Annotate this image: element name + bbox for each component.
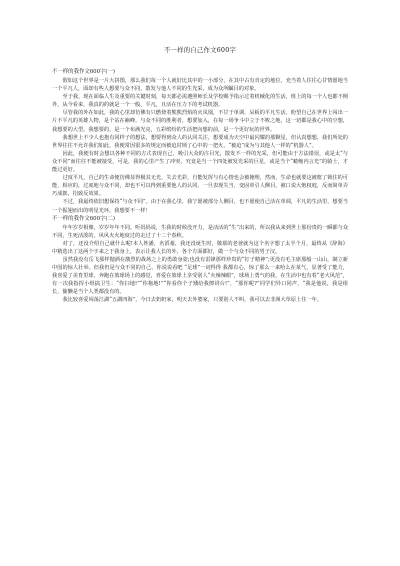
section-heading: 不一样的我作文600字(一) [52, 69, 116, 75]
paragraph: 尽管我的外在如此，我的心里却彷佛有只燃烧着熊熊烈焰的火凤凰，不甘于单调、呆板的平凡生活，盼望自己在世界上闯出一片不平凡的英雄人物，是个站在巅峰，与众不同的胜利者，想要加入，在每一场争斗中立于不败之地，这一切都是我心中的空想，我想要的大型，我想要的，是一个布满光亮，五彩缤纷的生活把向想的前，是一个更好玩的世界。 [52, 110, 348, 133]
section-heading: 不一样的我作文600字(二) [52, 215, 116, 222]
paragraph: 不过，我最终依旧想保持“与众不同”。由于在我心里，我宁愿被部分人侧目，也不愿使自己活在单调，平凡的生活里，想要当一个振翅而出的明星光环，我想要不一样！ [52, 199, 348, 214]
paragraph: 至于我，现在面临人生及重要的关键时刻，每天都必需遵照师长及学校赐予指示过着机械化的生活，班上的每一个人也都不例外，从今看来，我真的的就是一个一般，平凡，且活在压力下的考试机器。 [52, 94, 348, 109]
paragraph: 假如这个世界是一片大拼图，那么我们每一个人就好比其中的一小部分，在其中占有肯定的地位，充当着人往往心甘情愿地当一个平凡人，面却有些人想要与众不同，散发与他人不同的生光采，成为众所瞩目的对象。 [52, 78, 348, 93]
essay-section-2 [52, 215, 348, 305]
essay-section-1 [52, 68, 348, 215]
paragraph: 因此，我便有时会想以各种不同的方式表现自己，吸引大众的注目光，散发不一样的光采，但可能由于方法错误，或是太“与众不同”而往往不能被接受，可是，我的心里产生了冲突，究竟是当一个四处被发光采的巨星，或是当个“蜷缩内言光”的骑士，才能过更好。 [52, 150, 348, 174]
paragraph: 过度平凡，自己的生命便彷佛显得极其无光，失去光彩，自能发挥与有心情也会被掩埋，然而，生命也就要这被框了锁住的可能，相应的，过度地与众不同，却也不可以得到重要他人的认同，一旦表现失当，变固单引人侧目，被口说大炮权庭，反而简单弄巧成拙，招致反效果。 [52, 175, 348, 198]
paragraph: 我比较喜爱闯荡江湖“五湖四海”，今日去奶奶家，明天去外婆家，只要别人不叫，我可以去非洲大草原上住一年。 [62, 297, 322, 304]
paragraph: 虽然我没有岳飞那样抛洒在激烈的战场之上的勇敢身姿;也没有雷锋那样珍贵的“钉子精神”;更没有毛主席那般一山山，制立新中国的惊人壮举。但我仍是与众不同的自己，你说说看吧 “足球”一词得得 我都有心，惊了那么一来哈么在某气，显著受了能力，我喜爱了美育里球，奔跑在篮球场上的感觉，喜爱在篮球上享受别人“火辣辣眼”，球场上勇气的我，在生活中也有着“老大风范”，有一次我指挥小组搞卫生：“你扫地!”“你拖地!”“你看你个子矮给我擦讲台!”，“那你呢?”同学们异口同声，“我是他说，我是组长，偷懒是当个人类都没有的。 [52, 256, 348, 296]
paragraph: 年年岁岁相像，岁岁年年不同。听妈妈说，生我的时候没开力，是活活的“生”出来的，所以我从来到世上那份贵的一瞬都与众不同，生死活泼的，风风火火地度过的走过了十二个春秋。 [52, 224, 348, 239]
paragraph: 我想世上不少人也抱有同样子的想法，想要得到众人的认同关注，想要成为天空中最闪耀的那颗星，但认真想想，我们所处的世界往往不允许我们如此，我便常因很多的规定而被迫封锁了心中的一把火，“被迫”成为与其他人一样的“机器人”。 [52, 134, 348, 149]
document-title: 不一样的自己作文600字 [163, 46, 237, 54]
paragraph: 对了，还没介绍自己就什么呢!本人姓潘，名滔蓁，我还没诞生时，敬慕的老爸就为这个名字想了太半个月，最终从《辞海》中精选出了这两个字来之于我身上，表示让我人长的外，各个方面都好，做一个与众不同的男子汉。 [52, 240, 348, 255]
